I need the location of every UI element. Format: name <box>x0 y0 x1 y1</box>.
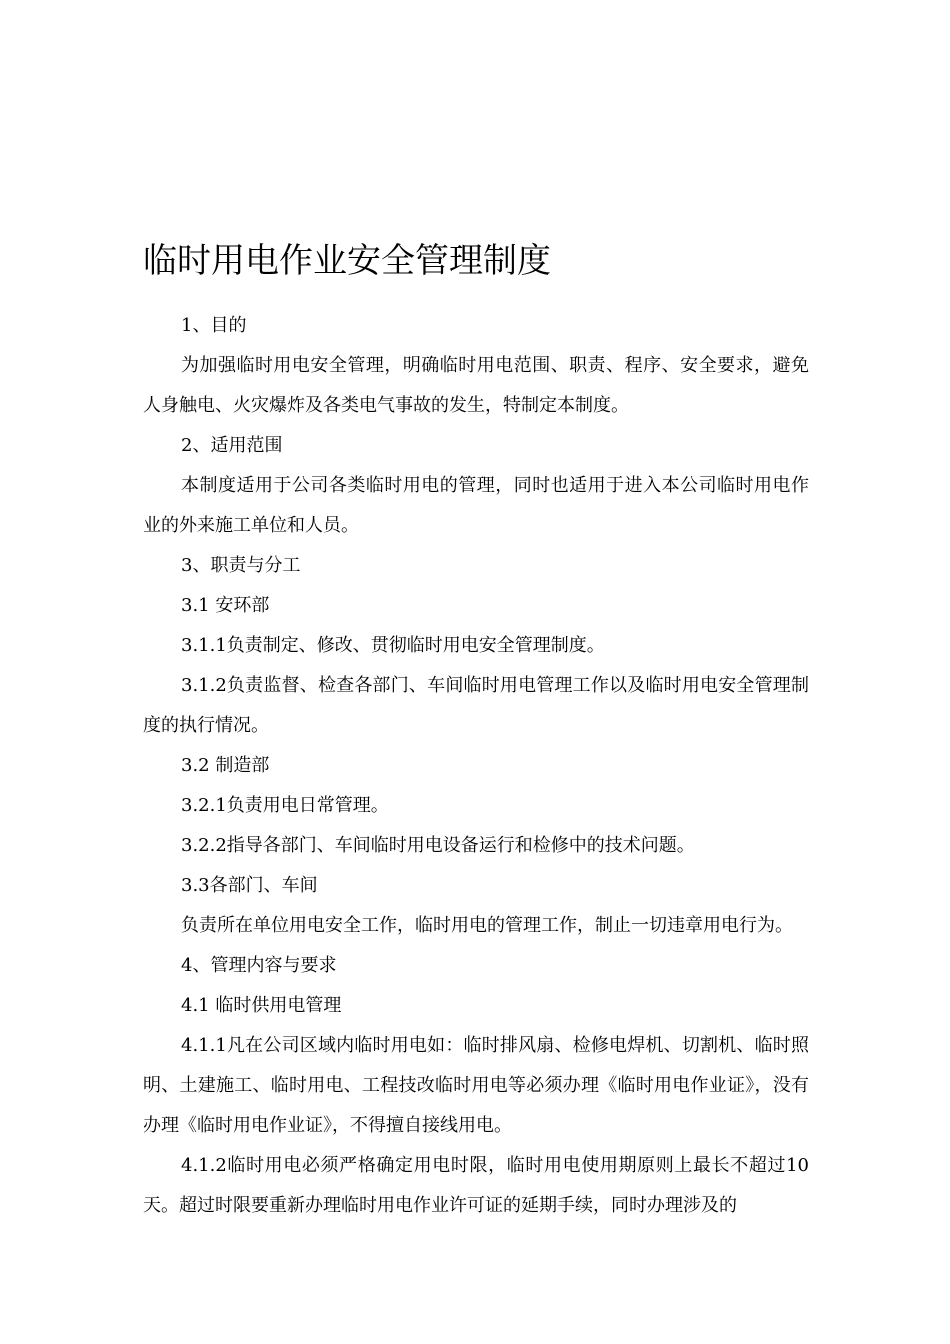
clause-3-1-2: 3.1.2负责监督、检查各部门、车间临时用电管理工作以及临时用电安全管理制度的执行情况。 <box>143 675 809 736</box>
section-heading-scope: 2、适用范围 <box>181 435 283 456</box>
clause-3-1-1: 3.1.1负责制定、修改、贯彻临时用电安全管理制度。 <box>181 635 605 656</box>
subsection-heading-4-1: 4.1 临时供用电管理 <box>181 995 342 1016</box>
document-body <box>143 306 809 1226</box>
section-heading-purpose: 1、目的 <box>181 315 247 336</box>
subsection-heading-3-2: 3.2 制造部 <box>181 755 270 776</box>
subsection-heading-3-1: 3.1 安环部 <box>181 595 270 616</box>
section-heading-requirements: 4、管理内容与要求 <box>181 955 337 976</box>
clause-3-3: 负责所在单位用电安全工作，临时用电的管理工作，制止一切违章用电行为。 <box>181 915 793 936</box>
clause-4-1-2: 4.1.2临时用电必须严格确定用电时限，临时用电使用期原则上最长不超过10 天。超过时限要重新办理临时用电作业许可证的延期手续，同时办理涉及的 <box>143 1155 809 1216</box>
paragraph-scope: 本制度适用于公司各类临时用电的管理，同时也适用于进入本公司临时用电作业的外来施工单位和人员。 <box>143 475 809 536</box>
clause-3-2-1: 3.2.1负责用电日常管理。 <box>181 795 389 816</box>
clause-4-1-1: 4.1.1凡在公司区域内临时用电如：临时排风扇、检修电焊机、切割机、临时照明、土建施工、临时用电、工程技改临时用电等必须办理《临时用电作业证》，没有办理《临时用电作业证》，不得擅自接线用电。 <box>143 1035 809 1136</box>
subsection-heading-3-3: 3.3各部门、车间 <box>181 875 318 896</box>
paragraph-purpose: 为加强临时用电安全管理，明确临时用电范围、职责、程序、安全要求，避免人身触电、火灾爆炸及各类电气事故的发生，特制定本制度。 <box>143 355 809 416</box>
section-heading-responsibilities: 3、职责与分工 <box>181 555 301 576</box>
document-title: 临时用电作业安全管理制度 <box>143 241 551 281</box>
clause-3-2-2: 3.2.2指导各部门、车间临时用电设备运行和检修中的技术问题。 <box>181 835 695 856</box>
